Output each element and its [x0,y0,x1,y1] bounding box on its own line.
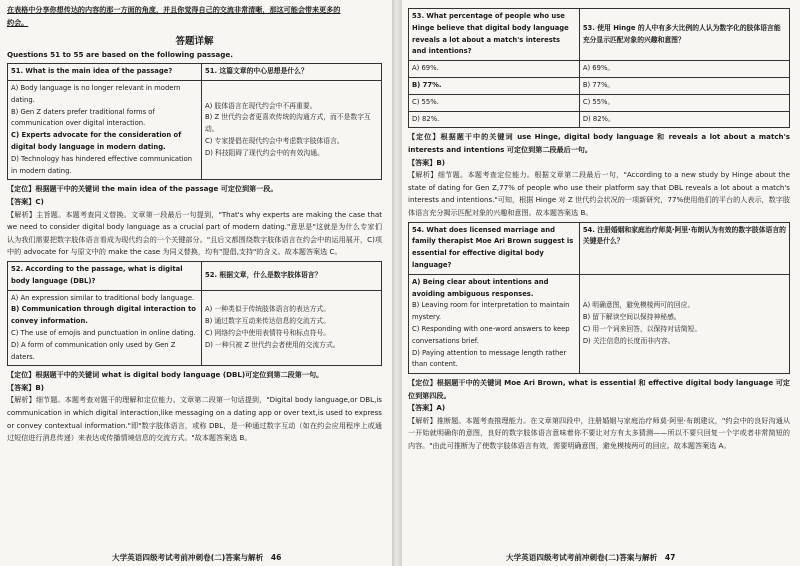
q51-option-a-en: A) Body language is no longer relevant in modern dating. [11,83,181,104]
q54-option-b-en: B) Leaving room for interpretation to maintain mystery. [412,301,570,322]
q51-locate: 【定位】根据题干中的关键词 the main idea of the passage 可定位到第一段。 [7,184,278,194]
q53-option-b-en: B) 77%. [409,77,580,94]
q54-question-cn: 54. 注册婚姻和家庭治疗师莫·阿里·布朗认为有效的数字肢体语言的关键是什么？ [579,222,789,274]
q54-analysis: 【解析】推断题。本题考查推理能力。在文章第四段中，注册婚姻与家庭治疗师莫·阿里·布朗建议，"约会中的良好沟通从一开始就明确你的意图，良好的数字肢体语言意味着你不要让对方有太多猜测——所以不要只回复一个字或者非常简短的内容。"由此可推断为了使数字肢体语言有效，需要明确意图，避免模棱两可的回应。故本题答案选 A。 [408,415,790,451]
q51-analysis: 【解析】主旨题。本题考查同义替换。文章第一段最后一句提到，"That's why experts are making the case that we need to consider digital body language as a crucial part of modern dating."意思是"这就是为什么专家们认为我们需要把数字肢体语言看成为现代约会的一个关键部分。"且后文都围绕数字肢体语言在约会中的运用展开，C)项中的 advocate for 与原文中的 make the case 为同义替换，均有"提倡,支持"的含义。故本题答案选 C。 [7,209,382,257]
q54-option-a-en: A) Being clear about intentions and avoiding ambiguous responses. [412,277,549,298]
page-footer-47: 大学英语四级考试考前冲刺卷(二)答案与解析 47 [506,553,676,562]
q51-question-cn: 51. 这篇文章的中心思想是什么？ [202,64,382,81]
q52-option-d-en: D) A form of communication only used by Gen Z daters. [11,340,176,361]
q51-option-b-cn: B) Z 世代约会者更喜欢传统的沟通方式，而不是数字互动。 [205,113,371,134]
q54-option-b-cn: B) 留下解读空间以保持神秘感。 [582,313,681,322]
q54-option-c-cn: C) 用一个词来回答，以保持对话简短。 [582,324,702,333]
book-gutter [392,0,402,566]
q52-locate: 【定位】根据题干中的关键词 what is digital body language (DBL)可定位到第二段第一句。 [7,370,324,380]
q53-analysis: 【解析】细节题。本题考查定位能力。根据文章第二段最后一句，"According to a new study by Hinge about the state of dating for Gen Z,77% of people who use their platform say that DBL reveals a lot about a match's interests and intentions."可知，根据 Hinge 对 Z 世代约会状况的一项新研究，77%使用他们的平台的人表示，数字肢体语言充分揭示匹配对象的兴趣和意图。故本题答案选 B。 [408,170,790,217]
q51-options-en [8,80,202,179]
q52-question-cn: 52. 根据文章，什么是数字肢体语言？ [202,261,382,290]
q52-answer: 【答案】B) [7,382,45,392]
q54-answer: 【答案】A) [408,403,446,413]
q53-question-cn: 53. 使用 Hinge 的人中有多大比例的人认为数字化的肢体语言能充分显示匹配对象的兴趣和意图？ [579,9,789,61]
q54-options-cn [579,274,789,373]
q52-option-a-en: A) An expression similar to traditional body language. [11,293,195,302]
q53-option-d-cn: D) 82%。 [579,111,789,128]
q53-locate: 【定位】根据题干中的关键词 use Hinge, digital body language 和 reveals a lot about a match's interests and intentions 可定位到第二段最后一句。 [408,132,790,154]
question-54-table [408,222,790,375]
q54-option-d-en: D) Paying attention to message length rather than content. [412,348,567,369]
q52-option-d-cn: D) 一种只被 Z 世代约会者使用的交流方式。 [205,340,340,349]
page-footer-46: 大学英语四级考试考前冲刺卷(二)答案与解析 46 [112,553,282,562]
q53-option-d-en: D) 82%. [409,111,580,128]
q52-option-b-cn: B) 通过数字互动来传达信息的交流方式。 [205,317,331,326]
q52-options-cn [202,290,382,366]
q53-option-b-cn: B) 77%。 [579,77,789,94]
q52-option-a-cn: A) 一种类似于传统肢体语言的表达方式。 [205,305,331,314]
question-52-table [7,261,382,366]
q51-option-d-cn: D) 科技阻碍了现代约会中的有效沟通。 [205,148,324,157]
q52-option-b-en: B) Communication through digital interaction to convey information. [11,305,196,326]
page-47 [402,0,800,566]
q51-answer: 【答案】C) [7,196,44,206]
q52-analysis: 【解析】细节题。本题考查对题干的理解和定位能力。文章第二段第一句话提到，"Digital body language,or DBL,is communication in which digital interaction,like messaging on a dating app or over text,is used to express or convey contextual information."即"数字肢体语言，或称 DBL，是一种通过数字互动（如在约会应用程序上或通过短信进行消息传递）来表达或传播情境信息的交流方式。"故本题答案选 B。 [7,395,382,443]
q51-option-b-en: B) Gen Z daters prefer traditional forms of communication over digital interaction. [11,107,155,128]
q54-option-d-cn: D) 关注信息的长度而非内容。 [582,336,675,345]
q54-question-en: 54. What does licensed marriage and family therapist Moe Ari Brown suggest is essential for effective digital body language? [409,222,580,274]
q53-option-a-cn: A) 69%。 [579,61,789,78]
q51-question-en: 51. What is the main idea of the passage? [8,64,202,81]
q54-locate: 【定位】根据题干中的关键词 Moe Ari Brown, what is essential 和 effective digital body language 可定位到第四段。 [408,378,790,400]
q52-options-en [8,290,202,366]
question-51-table [7,63,382,180]
q53-option-c-cn: C) 55%。 [579,94,789,111]
intro-text: 在表格中分享你想传达的内容的那一方面的角度，并且你觉得自己的交流非常清晰，那这可能会带来更多的 约会。 [7,5,341,27]
q52-option-c-en: C) The use of emojis and punctuation in online dating. [11,328,196,337]
q51-options-cn [202,80,382,179]
page-46 [0,0,392,566]
q52-question-en: 52. According to the passage, what is digital body language (DBL)? [8,261,202,290]
q51-option-c-en: C) Experts advocate for the consideration of digital body language in modern dating. [11,131,182,151]
q54-option-a-cn: A) 明确意图，避免模棱两可的回应。 [582,301,695,310]
q51-option-a-cn: A) 肢体语言在现代约会中不再重要。 [205,101,317,110]
q53-question-en: 53. What percentage of people who use Hinge believe that digital body language reveals a lot about a match's interests and intentions? [409,9,580,61]
section-title: 答题详解 [175,36,214,48]
q54-options-en [409,274,580,373]
q51-option-d-en: D) Technology has hindered effective communication in modern dating. [11,154,193,175]
q53-option-a-en: A) 69%. [409,61,580,78]
q52-option-c-cn: C) 网络约会中使用表情符号和标点符号。 [205,328,331,337]
q54-option-c-en: C) Responding with one-word answers to keep conversations brief. [412,324,570,345]
q51-option-c-cn: C) 专家提倡在现代约会中考虑数字肢体语言。 [205,137,344,146]
question-53-table [408,8,790,128]
q53-option-c-en: C) 55%. [409,94,580,111]
passage-lead: Questions 51 to 55 are based on the following passage. [7,50,234,60]
q53-answer: 【答案】B) [408,157,446,167]
